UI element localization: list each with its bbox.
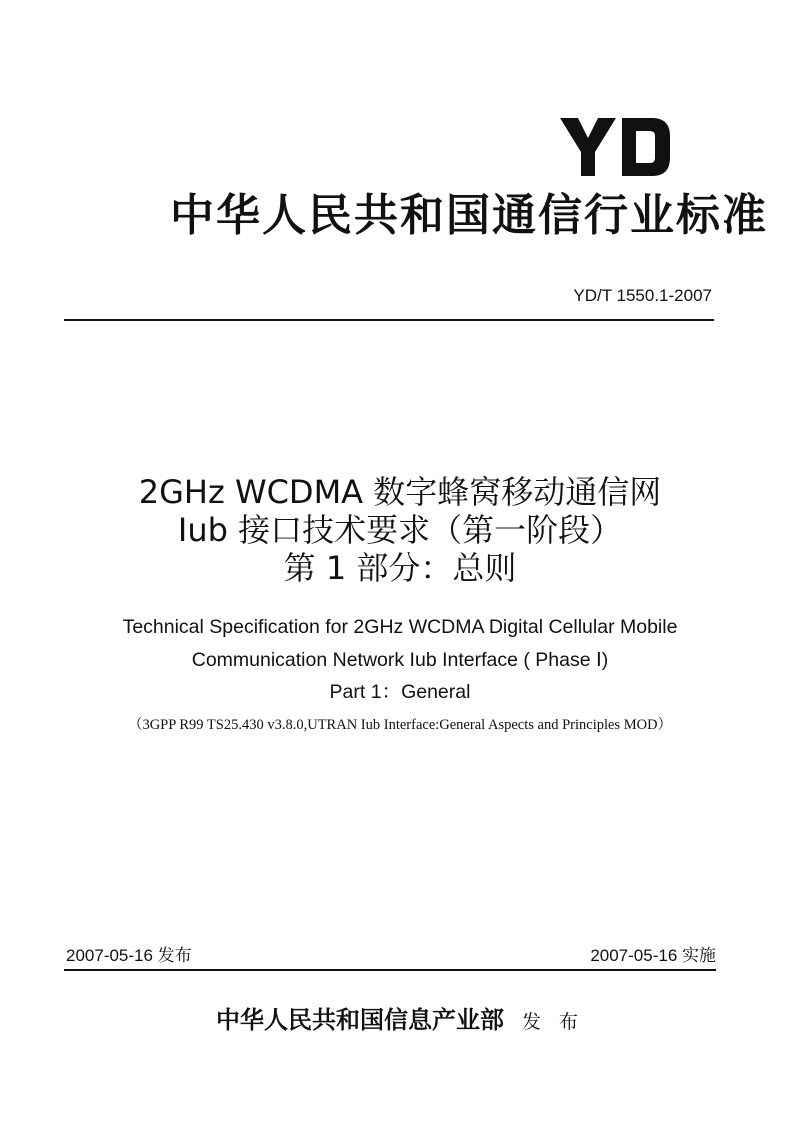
publisher-line [0, 1003, 800, 1039]
top-divider [64, 319, 714, 321]
title-en-line-2: Communication Network Iub Interface ( Phase Ⅰ) [191, 649, 609, 671]
yd-logo [560, 118, 670, 176]
reference-spec: （3GPP R99 TS25.430 v3.8.0,UTRAN Iub Interface:General Aspects and Principles MOD） [127, 717, 673, 733]
bottom-divider [64, 969, 716, 971]
title-en-line-3: Part 1：General [329, 681, 471, 703]
publisher-verb: 发 布 [521, 1011, 585, 1033]
title-en-line-1: Technical Specification for 2GHz WCDMA Digital Cellular Mobile [122, 616, 678, 638]
title-cn-line-1: 2GHz WCDMA 数字蜂窝移动通信网 [138, 473, 662, 511]
publisher-name: 中华人民共和国信息产业部 [215, 1005, 504, 1034]
title-cn-line-2: Iub 接口技术要求（第一阶段） [177, 511, 623, 549]
implementation-date: 2007-05-16 实施 [590, 946, 716, 965]
standard-code: YD/T 1550.1-2007 [573, 286, 712, 305]
title-cn-line-3: 第 1 部分：总则 [283, 549, 517, 587]
org-title: 中华人民共和国通信行业标准 [170, 190, 768, 241]
issue-date: 2007-05-16 发布 [66, 946, 192, 965]
